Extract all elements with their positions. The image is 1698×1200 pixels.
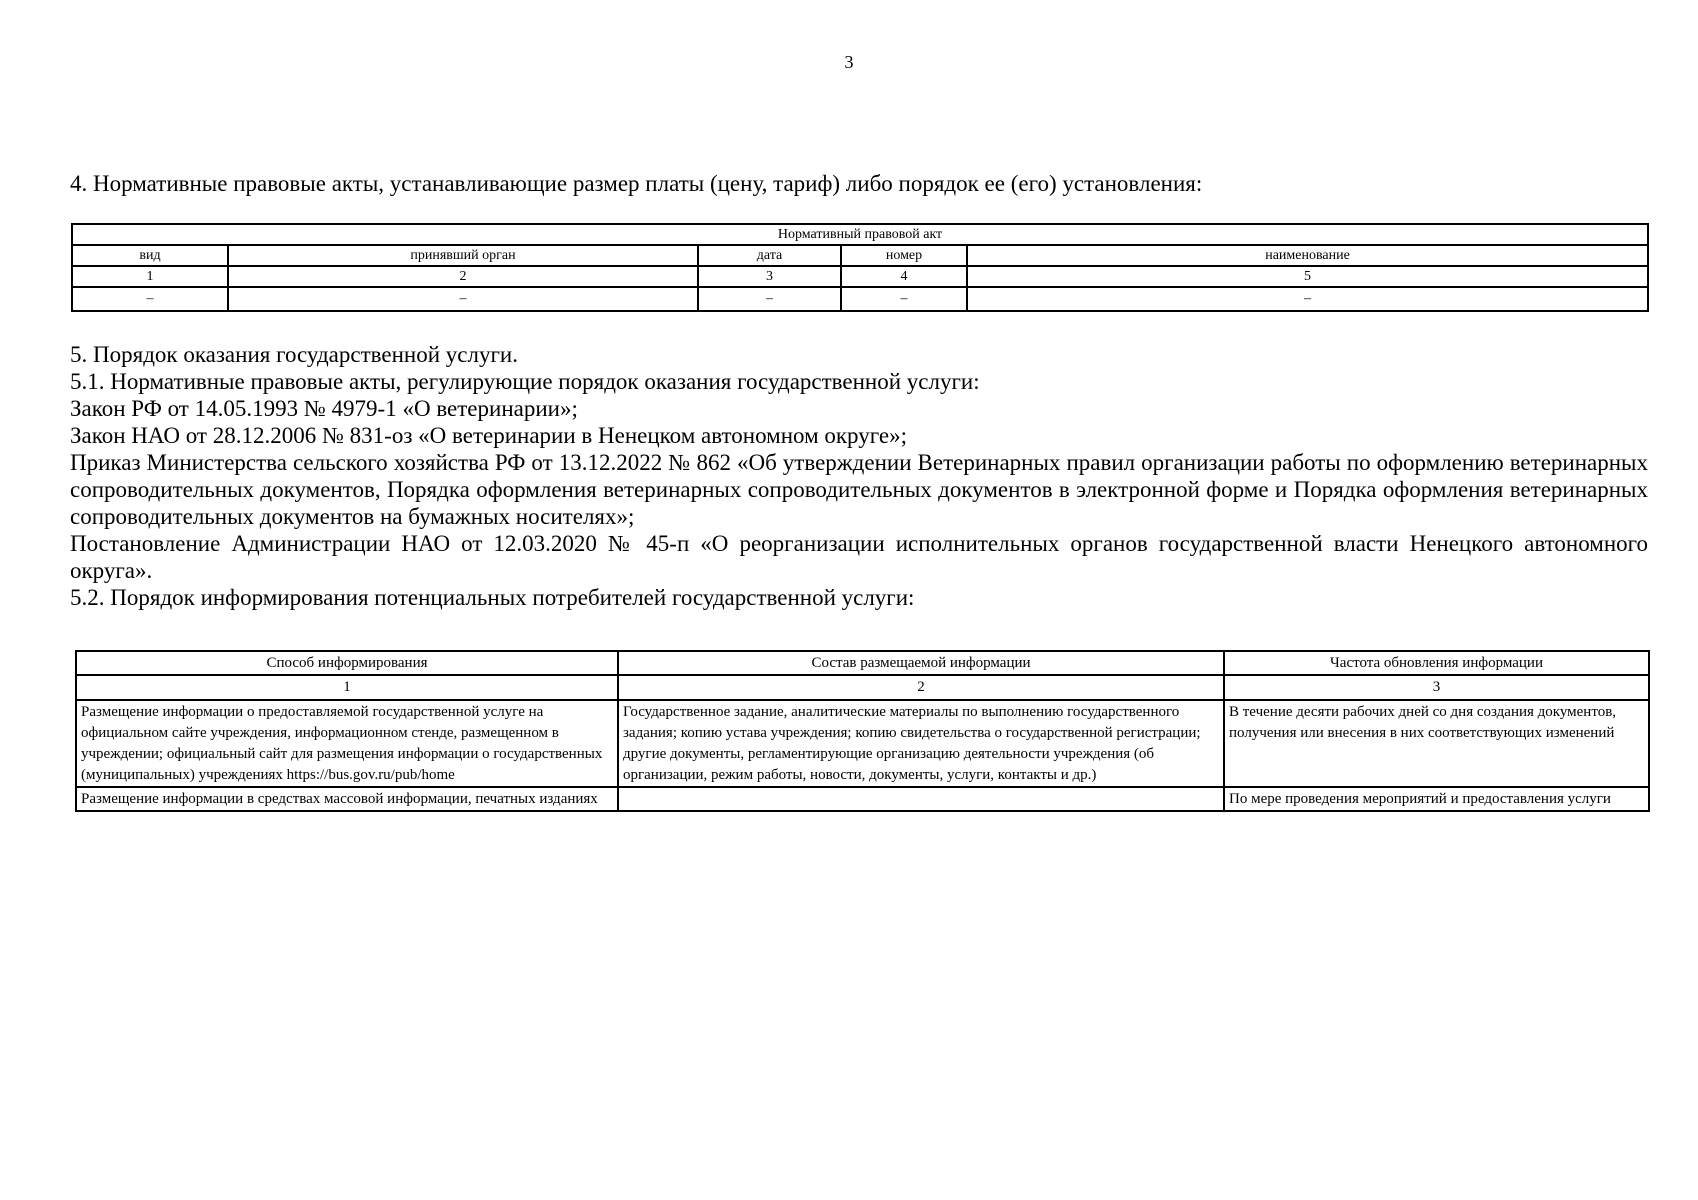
- column-header-name: наименование: [967, 245, 1648, 266]
- column-number: 3: [1224, 675, 1649, 700]
- column-header-content: Состав размещаемой информации: [618, 651, 1224, 675]
- column-number: 4: [841, 266, 967, 287]
- legal-act-item: Закон НАО от 28.12.2006 № 831-оз «О ветеринарии в Ненецком автономном округе»;: [70, 423, 907, 448]
- table-cell: –: [967, 287, 1648, 311]
- column-number-row: [76, 675, 1649, 700]
- column-number: 1: [76, 675, 618, 700]
- table-cell-method: Размещение информации о предоставляемой государственной услуге на официальном сайте учреждения, информационном стенде, размещенном в учреждении; официальный сайт для размещения информации о государственных (муниципальных) учреждениях https://bus.gov.ru/pub/home: [76, 700, 618, 787]
- table-cell-method: Размещение информации в средствах массовой информации, печатных изданиях: [76, 787, 618, 811]
- table-cell: –: [698, 287, 841, 311]
- table-title: Нормативный правовой акт: [72, 224, 1648, 245]
- column-number: 5: [967, 266, 1648, 287]
- table-title-row: [72, 224, 1648, 245]
- informing-table: [75, 650, 1650, 812]
- table-cell-content: [618, 787, 1224, 811]
- legal-act-item: Закон РФ от 14.05.1993 № 4979-1 «О ветеринарии»;: [70, 396, 578, 421]
- table-cell-frequency: В течение десяти рабочих дней со дня создания документов, получения или внесения в них соответствующих изменений: [1224, 700, 1649, 787]
- normative-acts-table: [71, 223, 1649, 312]
- table-cell: –: [72, 287, 228, 311]
- section-4-heading: 4. Нормативные правовые акты, устанавливающие размер платы (цену, тариф) либо порядок ее (его) установления:: [70, 171, 1203, 196]
- column-number: 2: [228, 266, 698, 287]
- table-cell-content: Государственное задание, аналитические материалы по выполнению государственного задания; копию устава учреждения; копию свидетельства о государственной регистрации; другие документы, регламентирующие организацию деятельности учреждения (об организации, режим работы, новости, документы, услуги, контакты и др.): [618, 700, 1224, 787]
- page-number: 3: [844, 52, 854, 72]
- column-header-method: Способ информирования: [76, 651, 618, 675]
- table-row: [76, 700, 1649, 787]
- section-5-1-heading: 5.1. Нормативные правовые акты, регулирующие порядок оказания государственной услуги:: [70, 369, 980, 394]
- column-header-number: номер: [841, 245, 967, 266]
- section-5-heading: 5. Порядок оказания государственной услуги.: [70, 342, 518, 367]
- column-number: 2: [618, 675, 1224, 700]
- legal-act-item: Приказ Министерства сельского хозяйства РФ от 13.12.2022 № 862 «Об утверждении Ветеринарных правил организации работы по оформлению ветеринарных сопроводительных документов, Порядка оформления ветеринарных сопроводительных документов в электронной форме и Порядка оформления ветеринарных сопроводительных документов на бумажных носителях»;: [70, 450, 1648, 529]
- column-number-row: [72, 266, 1648, 287]
- legal-act-item: Постановление Администрации НАО от 12.03.2020 № 45-п «О реорганизации исполнительных органов государственной власти Ненецкого автономного округа».: [70, 531, 1648, 583]
- table-row: [72, 287, 1648, 311]
- table-cell: –: [841, 287, 967, 311]
- column-header-issuing-body: принявший орган: [228, 245, 698, 266]
- table-header-row: [72, 245, 1648, 266]
- table-cell-frequency: По мере проведения мероприятий и предоставления услуги: [1224, 787, 1649, 811]
- column-number: 1: [72, 266, 228, 287]
- table-header-row: [76, 651, 1649, 675]
- column-header-date: дата: [698, 245, 841, 266]
- table-row: [76, 787, 1649, 811]
- column-header-frequency: Частота обновления информации: [1224, 651, 1649, 675]
- table-cell: –: [228, 287, 698, 311]
- column-number: 3: [698, 266, 841, 287]
- section-5-2-heading: 5.2. Порядок информирования потенциальных потребителей государственной услуги:: [70, 585, 915, 610]
- column-header-type: вид: [72, 245, 228, 266]
- section-5-text: [70, 341, 1648, 611]
